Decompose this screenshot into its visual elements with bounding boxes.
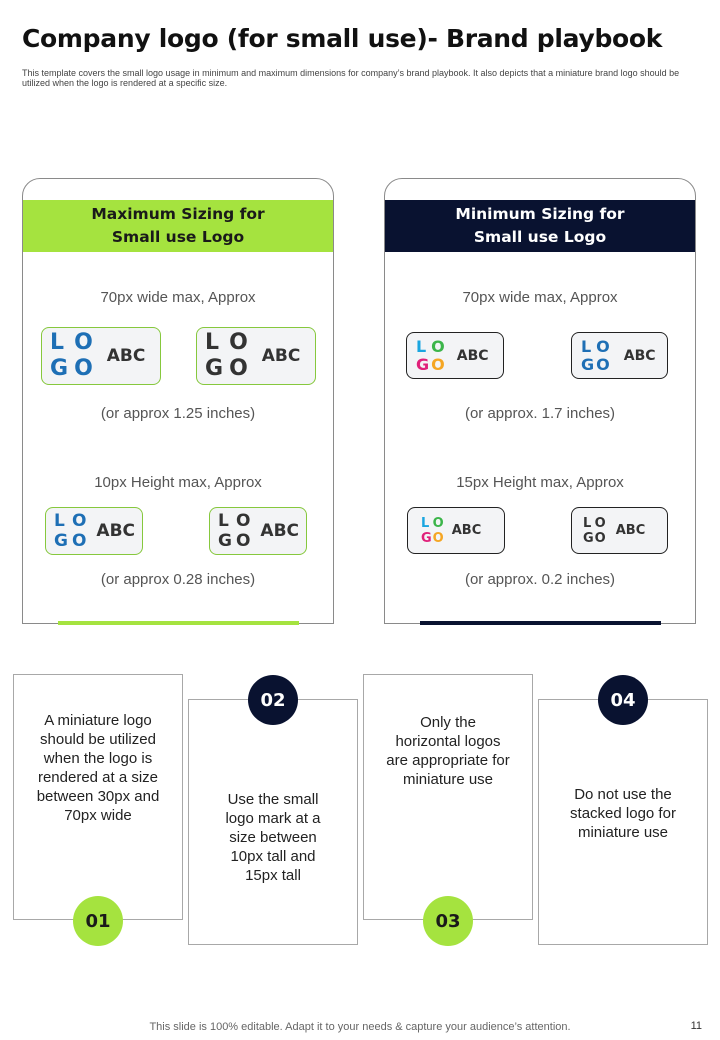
logo-mark: L O G O: [581, 336, 610, 374]
logo-mark: L O G O: [50, 330, 93, 381]
page-title: Company logo (for small use)- Brand playbook: [22, 24, 663, 53]
min-width-note: (or approx. 1.7 inches): [464, 405, 616, 422]
max-sizing-card: [22, 178, 334, 624]
step-box-3: [363, 674, 533, 920]
min-heading-line1: Minimum Sizing for: [455, 205, 625, 223]
max-card-accent-bar: [58, 621, 299, 625]
min-height-note: (or approx. 0.2 inches): [464, 571, 616, 588]
max-heading-line2: Small use Logo: [111, 228, 245, 246]
page-subtitle: This template covers the small logo usage in minimum and maximum dimensions for company’s brand playbook. It also depicts that a miniature brand logo should be utilized when the logo is rendered at a specific size.: [22, 68, 680, 88]
footer-note: This slide is 100% editable. Adapt it to your needs & capture your audience’s attention.: [149, 1021, 571, 1033]
min-card-accent-bar: [420, 621, 661, 625]
logo-mark: L O G O: [205, 330, 248, 381]
step-badge-3: 03: [423, 896, 473, 946]
logo-sample: [41, 327, 161, 385]
logo-sample: [406, 332, 504, 379]
min-sizing-heading: [385, 200, 695, 252]
logo-text: ABC: [451, 523, 482, 538]
logo-text: ABC: [623, 347, 656, 364]
logo-mark: L O G O: [583, 515, 606, 546]
step-box-2: [188, 699, 358, 945]
logo-mark: L O G O: [54, 510, 87, 551]
logo-text: ABC: [615, 523, 646, 538]
logo-sample: [571, 507, 668, 554]
logo-sample: [45, 507, 143, 555]
logo-sample: [209, 507, 307, 555]
max-heading-line1: Maximum Sizing for: [91, 205, 265, 223]
logo-mark: L O G O: [218, 510, 251, 551]
max-width-label: 70px wide max, Approx: [100, 289, 256, 306]
max-sizing-heading: [23, 200, 333, 252]
step-text: A miniature logo should be utilized when the logo is rendered at a size between 30px and 70px wide: [36, 712, 160, 824]
step-badge-4: 04: [598, 675, 648, 725]
logo-text: ABC: [96, 521, 136, 541]
max-height-note: (or approx 0.28 inches): [100, 571, 256, 588]
logo-sample: [196, 327, 316, 385]
logo-sample: [571, 332, 668, 379]
logo-text: ABC: [260, 521, 300, 541]
logo-mark: L O G O: [416, 336, 445, 374]
step-badge-2: 02: [248, 675, 298, 725]
max-width-note: (or approx 1.25 inches): [100, 405, 256, 422]
step-text: Do not use the stacked logo for miniature use: [570, 785, 676, 841]
step-box-1: [13, 674, 183, 920]
min-width-label: 70px wide max, Approx: [462, 289, 618, 306]
min-sizing-card: [384, 178, 696, 624]
logo-mark: L O G O: [421, 515, 444, 546]
logo-text: ABC: [106, 346, 146, 366]
step-text: Only the horizontal logos are appropriate for miniature use: [386, 714, 510, 788]
step-text: Use the small logo mark at a size between 10px tall and 15px tall: [225, 790, 321, 884]
step-badge-1: 01: [73, 896, 123, 946]
logo-text: ABC: [261, 346, 301, 366]
step-box-4: [538, 699, 708, 945]
page-number: 11: [690, 1020, 702, 1032]
logo-sample: [407, 507, 505, 554]
min-height-label: 15px Height max, Approx: [456, 474, 624, 491]
logo-text: ABC: [456, 347, 489, 364]
max-height-label: 10px Height max, Approx: [94, 474, 262, 491]
min-heading-line2: Small use Logo: [473, 228, 607, 246]
